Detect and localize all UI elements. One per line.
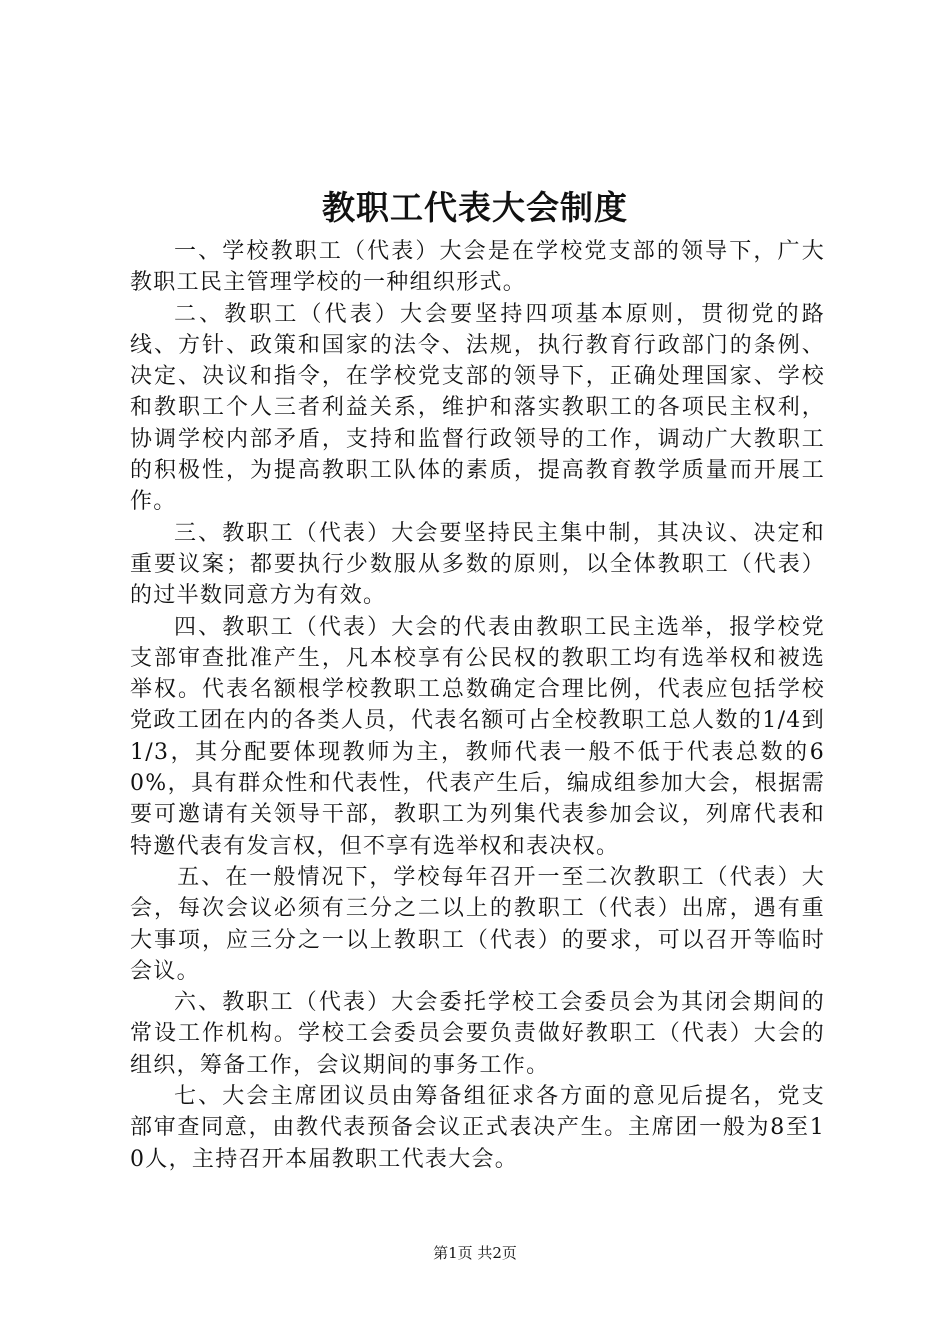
paragraph-2: 二、教职工（代表）大会要坚持四项基本原则，贯彻党的路线、方针、政策和国家的法令、法规，执行教育行政部门的条例、决定、决议和指令，在学校党支部的领导下，正确处理国家、学校和教职工个人三者利益关系，维护和落实教职工的各项民主权利，协调学校内部矛盾，支持和监督行政领导的工作，调动广大教职工的积极性，为提高教职工队体的素质，提高教育教学质量而开展工作。 bbox=[130, 301, 825, 515]
page-number-indicator: 第1页 共2页 bbox=[433, 1244, 517, 1262]
paragraph-6: 六、教职工（代表）大会委托学校工会委员会为其闭会期间的常设工作机构。学校工会委员会要负责做好教职工（代表）大会的组织，筹备工作，会议期间的事务工作。 bbox=[130, 990, 825, 1078]
document-body bbox=[130, 236, 825, 1175]
paragraph-7: 七、大会主席团议员由筹备组征求各方面的意见后提名，党支部审查同意，由教代表预备会议正式表决产生。主席团一般为8至10人，主持召开本届教职工代表大会。 bbox=[130, 1084, 825, 1172]
paragraph-1: 一、学校教职工（代表）大会是在学校党支部的领导下，广大教职工民主管理学校的一种组织形式。 bbox=[130, 239, 825, 296]
paragraph-4: 四、教职工（代表）大会的代表由教职工民主选举，报学校党支部审查批准产生，凡本校享有公民权的教职工均有选举权和被选举权。代表名额根学校教职工总数确定合理比例，代表应包括学校党政工团在内的各类人员，代表名额可占全校教职工总人数的1/4到1/3，其分配要体现教师为主，教师代表一般不低于代表总数的60%，具有群众性和代表性，代表产生后，编成组参加大会，根据需要可邀请有关领导干部，教职工为列集代表参加会议，列席代表和特邀代表有发言权，但不享有选举权和表决权。 bbox=[130, 614, 825, 859]
page-footer bbox=[0, 1243, 950, 1263]
paragraph-3: 三、教职工（代表）大会要坚持民主集中制，其决议、决定和重要议案；都要执行少数服从多数的原则，以全体教职工（代表）的过半数同意方为有效。 bbox=[130, 520, 825, 609]
document-title: 教职工代表大会制度 bbox=[322, 188, 628, 227]
paragraph-5: 五、在一般情况下，学校每年召开一至二次教职工（代表）大会，每次会议必须有三分之二以上的教职工（代表）出席，遇有重大事项，应三分之一以上教职工（代表）的要求，可以召开等临时会议。 bbox=[130, 864, 825, 984]
